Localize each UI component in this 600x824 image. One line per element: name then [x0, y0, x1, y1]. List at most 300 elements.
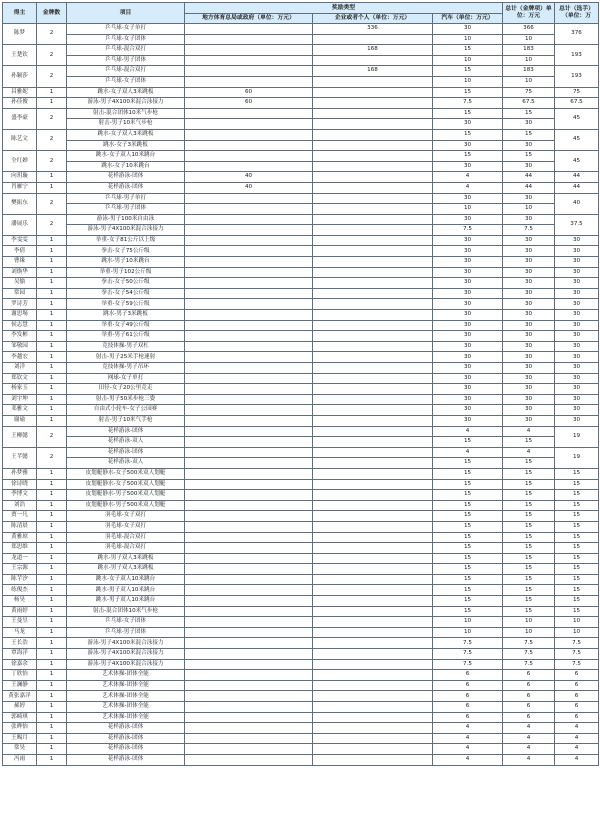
athlete-name: 黄张嘉洋 — [3, 691, 37, 702]
local-reward — [185, 426, 313, 437]
enterprise-reward — [313, 363, 433, 374]
medal-count: 1 — [37, 553, 67, 564]
enterprise-reward — [313, 468, 433, 479]
athlete-name: 陈艺文 — [3, 129, 37, 150]
gold-total: 30 — [503, 299, 555, 310]
car-reward: 6 — [433, 702, 503, 713]
car-reward: 15 — [433, 87, 503, 98]
local-reward — [185, 352, 313, 363]
car-reward: 15 — [433, 564, 503, 575]
gold-total: 15 — [503, 574, 555, 585]
event-name: 射击-男子25米手枪速射 — [67, 352, 185, 363]
car-reward: 15 — [433, 596, 503, 607]
gold-total: 7.5 — [503, 659, 555, 670]
athlete-total: 40 — [555, 193, 599, 214]
medal-count: 1 — [37, 585, 67, 596]
enterprise-reward — [313, 267, 433, 278]
gold-total: 15 — [503, 108, 555, 119]
car-reward: 30 — [433, 140, 503, 151]
local-reward — [185, 702, 313, 713]
medal-count: 2 — [37, 108, 67, 129]
enterprise-reward — [313, 532, 433, 543]
local-reward — [185, 617, 313, 628]
car-reward: 15 — [433, 585, 503, 596]
event-name: 田径-女子20公里竞走 — [67, 384, 185, 395]
medal-count: 1 — [37, 415, 67, 426]
enterprise-reward — [313, 617, 433, 628]
enterprise-reward — [313, 490, 433, 501]
car-reward: 30 — [433, 288, 503, 299]
local-reward — [185, 447, 313, 458]
car-reward: 30 — [433, 331, 503, 342]
table-row — [3, 320, 599, 331]
event-name: 跳水-女子双人3米跳板 — [67, 87, 185, 98]
medal-count: 1 — [37, 574, 67, 585]
car-reward: 15 — [433, 553, 503, 564]
car-reward: 15 — [433, 490, 503, 501]
gold-total: 15 — [503, 151, 555, 162]
gold-total: 366 — [503, 24, 555, 35]
medal-count: 1 — [37, 733, 67, 744]
car-reward: 15 — [433, 511, 503, 522]
medal-count: 1 — [37, 744, 67, 755]
local-reward — [185, 733, 313, 744]
enterprise-reward — [313, 214, 433, 225]
gold-total: 4 — [503, 744, 555, 755]
event-name: 跳水-男子10米跳台 — [67, 257, 185, 268]
table-row — [3, 394, 599, 405]
gold-total: 30 — [503, 394, 555, 405]
gold-total: 7.5 — [503, 225, 555, 236]
enterprise-reward — [313, 34, 433, 45]
local-reward — [185, 384, 313, 395]
local-reward — [185, 670, 313, 681]
medal-count: 1 — [37, 98, 67, 109]
athlete-name: 郭崎琪 — [3, 712, 37, 723]
car-reward: 30 — [433, 299, 503, 310]
table-row — [3, 415, 599, 426]
event-name: 皮划艇静水-女子500米双人划艇 — [67, 468, 185, 479]
athlete-total: 15 — [555, 574, 599, 585]
enterprise-reward — [313, 691, 433, 702]
car-reward: 15 — [433, 45, 503, 56]
athlete-total: 15 — [555, 543, 599, 554]
medal-count: 1 — [37, 617, 67, 628]
local-reward — [185, 744, 313, 755]
local-reward — [185, 394, 313, 405]
local-reward — [185, 574, 313, 585]
table-row — [3, 172, 599, 183]
local-reward — [185, 564, 313, 575]
athlete-name: 潘展乐 — [3, 214, 37, 235]
car-reward: 30 — [433, 341, 503, 352]
athlete-total: 193 — [555, 45, 599, 66]
table-row — [3, 108, 599, 119]
event-name: 举重-女子59公斤级 — [67, 299, 185, 310]
local-reward — [185, 151, 313, 162]
local-reward — [185, 680, 313, 691]
athlete-total: 7.5 — [555, 649, 599, 660]
enterprise-reward — [313, 596, 433, 607]
medal-count: 1 — [37, 543, 67, 554]
local-reward — [185, 161, 313, 172]
athlete-name: 徐诗晓 — [3, 479, 37, 490]
enterprise-reward: 168 — [313, 45, 433, 56]
athlete-total: 30 — [555, 331, 599, 342]
event-name: 游泳-男子4X100米混合泳接力 — [67, 98, 185, 109]
local-reward — [185, 712, 313, 723]
header-car: 汽车（单位：万元） — [433, 14, 503, 24]
medal-count: 1 — [37, 267, 67, 278]
gold-total: 15 — [503, 553, 555, 564]
gold-total: 15 — [503, 596, 555, 607]
car-reward: 10 — [433, 76, 503, 87]
event-name: 射击-男子50米步枪三姿 — [67, 394, 185, 405]
gold-total: 4 — [503, 733, 555, 744]
local-reward — [185, 34, 313, 45]
enterprise-reward — [313, 606, 433, 617]
event-name: 乒乓球-女子团体 — [67, 617, 185, 628]
car-reward: 30 — [433, 310, 503, 321]
table-row — [3, 606, 599, 617]
event-name: 游泳-男子100米自由泳 — [67, 214, 185, 225]
table-row — [3, 235, 599, 246]
car-reward: 30 — [433, 352, 503, 363]
event-name: 举重-女子81公斤以上级 — [67, 235, 185, 246]
event-name: 羽毛球-混合双打 — [67, 543, 185, 554]
gold-total: 15 — [503, 129, 555, 140]
athlete-name: 刘宇坤 — [3, 394, 37, 405]
enterprise-reward — [313, 373, 433, 384]
table-row — [3, 182, 599, 193]
athlete-total: 75 — [555, 87, 599, 98]
table-row — [3, 564, 599, 575]
athlete-name: 刘焕华 — [3, 267, 37, 278]
athlete-total: 30 — [555, 352, 599, 363]
car-reward: 15 — [433, 521, 503, 532]
athlete-name: 黄雨婷 — [3, 606, 37, 617]
local-reward — [185, 585, 313, 596]
header-reward-type: 奖励类型 — [185, 3, 503, 14]
medal-count: 1 — [37, 479, 67, 490]
gold-total: 15 — [503, 458, 555, 469]
athlete-name: 龙道一 — [3, 553, 37, 564]
local-reward — [185, 511, 313, 522]
enterprise-reward — [313, 659, 433, 670]
athlete-name: 孙颖莎 — [3, 66, 37, 87]
athlete-total: 30 — [555, 257, 599, 268]
gold-total: 30 — [503, 363, 555, 374]
table-row — [3, 140, 599, 151]
athlete-total: 15 — [555, 532, 599, 543]
gold-total: 4 — [503, 447, 555, 458]
event-name: 举重-女子49公斤级 — [67, 320, 185, 331]
athlete-name: 陈清晨 — [3, 521, 37, 532]
athlete-total: 15 — [555, 585, 599, 596]
local-reward — [185, 246, 313, 257]
athlete-name: 黄雅琼 — [3, 532, 37, 543]
table-row — [3, 193, 599, 204]
local-reward — [185, 373, 313, 384]
gold-total: 30 — [503, 119, 555, 130]
event-name: 游泳-男子4X100米混合泳接力 — [67, 638, 185, 649]
medal-count: 1 — [37, 649, 67, 660]
local-reward — [185, 479, 313, 490]
gold-total: 30 — [503, 405, 555, 416]
medal-count: 1 — [37, 521, 67, 532]
gold-total: 15 — [503, 437, 555, 448]
table-row — [3, 55, 599, 66]
local-reward — [185, 119, 313, 130]
event-name: 跳水-男子双人3米跳板 — [67, 564, 185, 575]
table-row — [3, 352, 599, 363]
athlete-name: 肖雁宁 — [3, 182, 37, 193]
athlete-total: 4 — [555, 723, 599, 734]
enterprise-reward — [313, 235, 433, 246]
gold-total: 44 — [503, 172, 555, 183]
car-reward: 30 — [433, 257, 503, 268]
enterprise-reward — [313, 754, 433, 765]
gold-total: 15 — [503, 479, 555, 490]
table-row — [3, 278, 599, 289]
athlete-name: 王柳懿 — [3, 426, 37, 447]
car-reward: 30 — [433, 193, 503, 204]
athlete-name: 王曼昱 — [3, 617, 37, 628]
local-reward — [185, 415, 313, 426]
event-name: 羽毛球-混合双打 — [67, 532, 185, 543]
table-row — [3, 288, 599, 299]
table-row — [3, 521, 599, 532]
gold-total: 4 — [503, 754, 555, 765]
car-reward: 15 — [433, 151, 503, 162]
gold-total: 10 — [503, 617, 555, 628]
table-row — [3, 341, 599, 352]
event-name: 花样游泳-双人 — [67, 458, 185, 469]
local-reward — [185, 24, 313, 35]
athlete-name: 樊振东 — [3, 193, 37, 214]
medal-count: 2 — [37, 129, 67, 150]
table-row — [3, 543, 599, 554]
athlete-total: 45 — [555, 108, 599, 129]
enterprise-reward — [313, 447, 433, 458]
gold-total: 6 — [503, 680, 555, 691]
car-reward: 6 — [433, 670, 503, 681]
gold-total: 183 — [503, 66, 555, 77]
event-name: 花样游泳-团体 — [67, 754, 185, 765]
local-reward — [185, 341, 313, 352]
enterprise-reward — [313, 733, 433, 744]
medal-count: 1 — [37, 670, 67, 681]
car-reward: 15 — [433, 543, 503, 554]
local-reward: 40 — [185, 172, 313, 183]
local-reward — [185, 606, 313, 617]
athlete-total: 7.5 — [555, 659, 599, 670]
athlete-total: 10 — [555, 627, 599, 638]
athlete-name: 昌雅妮 — [3, 87, 37, 98]
car-reward: 10 — [433, 34, 503, 45]
gold-total: 4 — [503, 723, 555, 734]
table-row — [3, 532, 599, 543]
car-reward: 30 — [433, 24, 503, 35]
table-row — [3, 691, 599, 702]
medal-count: 1 — [37, 246, 67, 257]
car-reward: 15 — [433, 129, 503, 140]
enterprise-reward — [313, 87, 433, 98]
medal-count: 1 — [37, 712, 67, 723]
event-name: 乒乓球-男子团体 — [67, 627, 185, 638]
car-reward: 10 — [433, 204, 503, 215]
enterprise-reward — [313, 108, 433, 119]
table-row — [3, 267, 599, 278]
table-row — [3, 479, 599, 490]
gold-total: 10 — [503, 204, 555, 215]
medal-count: 1 — [37, 87, 67, 98]
athlete-total: 67.5 — [555, 98, 599, 109]
athlete-name: 徐嘉余 — [3, 659, 37, 670]
table-row — [3, 34, 599, 45]
table-row — [3, 638, 599, 649]
table-row — [3, 649, 599, 660]
header-winner: 得主 — [3, 3, 37, 24]
athlete-total: 15 — [555, 564, 599, 575]
athlete-total: 30 — [555, 405, 599, 416]
athlete-name: 杨昊 — [3, 596, 37, 607]
event-name: 花样游泳-团体 — [67, 172, 185, 183]
gold-total: 10 — [503, 34, 555, 45]
athlete-name: 刘浩 — [3, 500, 37, 511]
event-name: 羽毛球-女子双打 — [67, 511, 185, 522]
local-reward: 60 — [185, 98, 313, 109]
athlete-total: 15 — [555, 606, 599, 617]
athlete-name: 陈芋汐 — [3, 574, 37, 585]
local-reward — [185, 490, 313, 501]
event-name: 游泳-男子4X100米混合泳接力 — [67, 659, 185, 670]
table-row — [3, 76, 599, 87]
athlete-total: 15 — [555, 596, 599, 607]
enterprise-reward — [313, 426, 433, 437]
event-name: 拳击-女子50公斤级 — [67, 278, 185, 289]
athlete-total: 6 — [555, 712, 599, 723]
athlete-name: 李发彬 — [3, 331, 37, 342]
table-row — [3, 225, 599, 236]
enterprise-reward — [313, 564, 433, 575]
table-row — [3, 384, 599, 395]
gold-total: 30 — [503, 331, 555, 342]
event-name: 拳击-女子54公斤级 — [67, 288, 185, 299]
gold-total: 75 — [503, 87, 555, 98]
medal-count: 1 — [37, 500, 67, 511]
athlete-name: 李越宏 — [3, 352, 37, 363]
table-row — [3, 659, 599, 670]
athlete-name: 向玥璇 — [3, 172, 37, 183]
event-name: 跳水-男子3米跳板 — [67, 310, 185, 321]
athlete-total: 30 — [555, 320, 599, 331]
gold-total: 30 — [503, 320, 555, 331]
medal-count: 1 — [37, 299, 67, 310]
table-row — [3, 617, 599, 628]
enterprise-reward — [313, 585, 433, 596]
gold-total: 10 — [503, 627, 555, 638]
table-row — [3, 299, 599, 310]
gold-total: 67.5 — [503, 98, 555, 109]
table-row — [3, 511, 599, 522]
enterprise-reward — [313, 98, 433, 109]
medal-count: 1 — [37, 331, 67, 342]
car-reward: 7.5 — [433, 659, 503, 670]
enterprise-reward — [313, 204, 433, 215]
table-header — [3, 3, 599, 24]
table-row — [3, 437, 599, 448]
table-row — [3, 744, 599, 755]
gold-total: 30 — [503, 267, 555, 278]
enterprise-reward — [313, 140, 433, 151]
medal-count: 1 — [37, 278, 67, 289]
car-reward: 6 — [433, 680, 503, 691]
medal-count: 1 — [37, 182, 67, 193]
table-row — [3, 87, 599, 98]
athlete-total: 6 — [555, 680, 599, 691]
medal-count: 2 — [37, 193, 67, 214]
local-reward — [185, 638, 313, 649]
table-row — [3, 246, 599, 257]
athlete-total: 19 — [555, 426, 599, 447]
medal-count: 1 — [37, 659, 67, 670]
table-row — [3, 458, 599, 469]
header-event: 项目 — [67, 3, 185, 24]
athlete-name: 王芊懿 — [3, 447, 37, 468]
athlete-name: 谢瑜 — [3, 415, 37, 426]
header-total-athlete: 总计（选手）（单位：万 — [555, 3, 599, 24]
event-name: 乒乓球-混合双打 — [67, 45, 185, 56]
athlete-name: 罗诗芳 — [3, 299, 37, 310]
event-name: 跳水-女子3米跳板 — [67, 140, 185, 151]
event-name: 乒乓球-混合双打 — [67, 66, 185, 77]
gold-total: 6 — [503, 702, 555, 713]
event-name: 羽毛球-女子双打 — [67, 521, 185, 532]
car-reward: 15 — [433, 606, 503, 617]
reward-table-container — [2, 2, 598, 766]
local-reward — [185, 288, 313, 299]
enterprise-reward — [313, 723, 433, 734]
car-reward: 15 — [433, 574, 503, 585]
athlete-total: 4 — [555, 733, 599, 744]
car-reward: 7.5 — [433, 638, 503, 649]
event-name: 射击-混合团体10米气步枪 — [67, 108, 185, 119]
enterprise-reward — [313, 182, 433, 193]
athlete-total: 44 — [555, 172, 599, 183]
medal-count: 1 — [37, 691, 67, 702]
gold-total: 15 — [503, 585, 555, 596]
enterprise-reward — [313, 352, 433, 363]
table-row — [3, 553, 599, 564]
local-reward — [185, 543, 313, 554]
gold-total: 6 — [503, 670, 555, 681]
gold-total: 15 — [503, 468, 555, 479]
event-name: 射击-混合团体10米气步枪 — [67, 606, 185, 617]
athlete-name: 王楚钦 — [3, 45, 37, 66]
car-reward: 10 — [433, 55, 503, 66]
enterprise-reward — [313, 172, 433, 183]
car-reward: 7.5 — [433, 98, 503, 109]
local-reward — [185, 267, 313, 278]
local-reward — [185, 55, 313, 66]
table-row — [3, 373, 599, 384]
athlete-name: 贾一凡 — [3, 511, 37, 522]
enterprise-reward — [313, 511, 433, 522]
enterprise-reward — [313, 55, 433, 66]
athlete-name: 曹缘 — [3, 257, 37, 268]
table-row — [3, 426, 599, 437]
